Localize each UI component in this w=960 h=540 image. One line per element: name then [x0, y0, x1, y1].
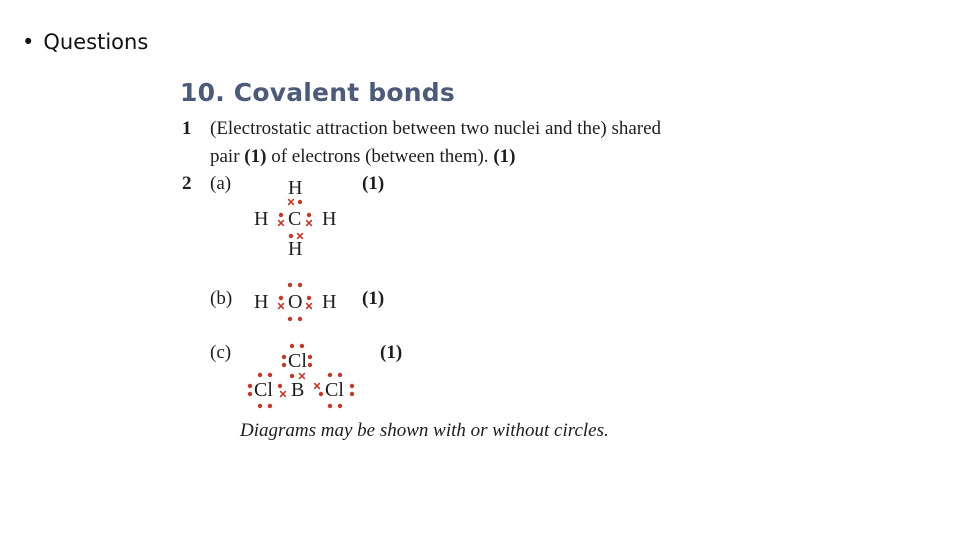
electron-dot [278, 384, 282, 388]
electron-cross [300, 374, 305, 379]
electron-dot [308, 363, 312, 367]
part-c-mark: (1) [380, 342, 403, 363]
mark-badge: (1) [493, 146, 516, 167]
electron-dot [248, 392, 252, 396]
question-1-line-1: (Electrostatic attraction between two nuclei and the) shared [210, 118, 662, 139]
question-1-number: 1 [182, 118, 192, 139]
electron-cross [307, 221, 312, 226]
atom-h-left: H [254, 291, 269, 313]
atom-h-left: H [254, 208, 269, 230]
electron-dot [328, 404, 332, 408]
atom-h-right: H [322, 291, 337, 313]
electron-dot [282, 363, 286, 367]
electron-dot [289, 234, 293, 238]
electron-dot [282, 355, 286, 359]
part-b-mark: (1) [362, 288, 385, 309]
electron-dot [338, 404, 342, 408]
electron-dot [268, 404, 272, 408]
electron-dot [307, 213, 311, 217]
electron-dot [288, 317, 292, 321]
electron-dot [300, 344, 304, 348]
electron-cross [281, 392, 286, 397]
atom-cl-top: Cl [288, 350, 307, 372]
answer-fragment: pair [210, 146, 245, 167]
bullet-marker: • [22, 30, 35, 54]
section-heading: 10. Covalent bonds [180, 78, 455, 107]
electron-dot [268, 373, 272, 377]
electron-dot [248, 384, 252, 388]
answer-sheet [176, 76, 776, 456]
part-a-mark: (1) [362, 173, 385, 194]
electron-dot [279, 296, 283, 300]
electron-dot [279, 213, 283, 217]
electron-cross [279, 221, 284, 226]
electron-cross [315, 384, 320, 389]
part-b-label: (b) [210, 288, 233, 309]
electron-dot [258, 404, 262, 408]
electron-dot [350, 384, 354, 388]
electron-dot [307, 296, 311, 300]
electron-dot [338, 373, 342, 377]
electron-dot [258, 373, 262, 377]
slide-title: Questions [43, 30, 149, 54]
atom-h-bottom: H [288, 238, 303, 260]
atom-h-top: H [288, 177, 303, 199]
electron-dot [308, 355, 312, 359]
slide-bullet-line [22, 30, 148, 54]
electron-dot [328, 373, 332, 377]
mark-badge: (1) [244, 146, 267, 167]
part-a-label: (a) [210, 173, 232, 194]
atom-cl-right: Cl [325, 379, 344, 401]
electron-dot [298, 200, 302, 204]
electron-cross [298, 234, 303, 239]
atom-cl-left: Cl [254, 379, 273, 401]
answer-fragment: of electrons (between them). [266, 146, 494, 167]
diagram-note: Diagrams may be shown with or without circles. [240, 420, 609, 441]
atom-c-center: C [288, 208, 302, 230]
electron-cross [307, 304, 312, 309]
atom-b-center: B [291, 379, 305, 401]
part-c-label: (c) [210, 342, 232, 363]
atom-o-center: O [288, 291, 303, 313]
electron-markers [176, 76, 776, 456]
electron-dot [298, 317, 302, 321]
atom-h-right: H [322, 208, 337, 230]
electron-cross [279, 304, 284, 309]
question-2-number: 2 [182, 173, 192, 194]
electron-dot [350, 392, 354, 396]
electron-dot [288, 283, 292, 287]
electron-dot [290, 374, 294, 378]
electron-dot [290, 344, 294, 348]
electron-dot [298, 283, 302, 287]
electron-dot [319, 392, 323, 396]
electron-cross [289, 200, 294, 205]
